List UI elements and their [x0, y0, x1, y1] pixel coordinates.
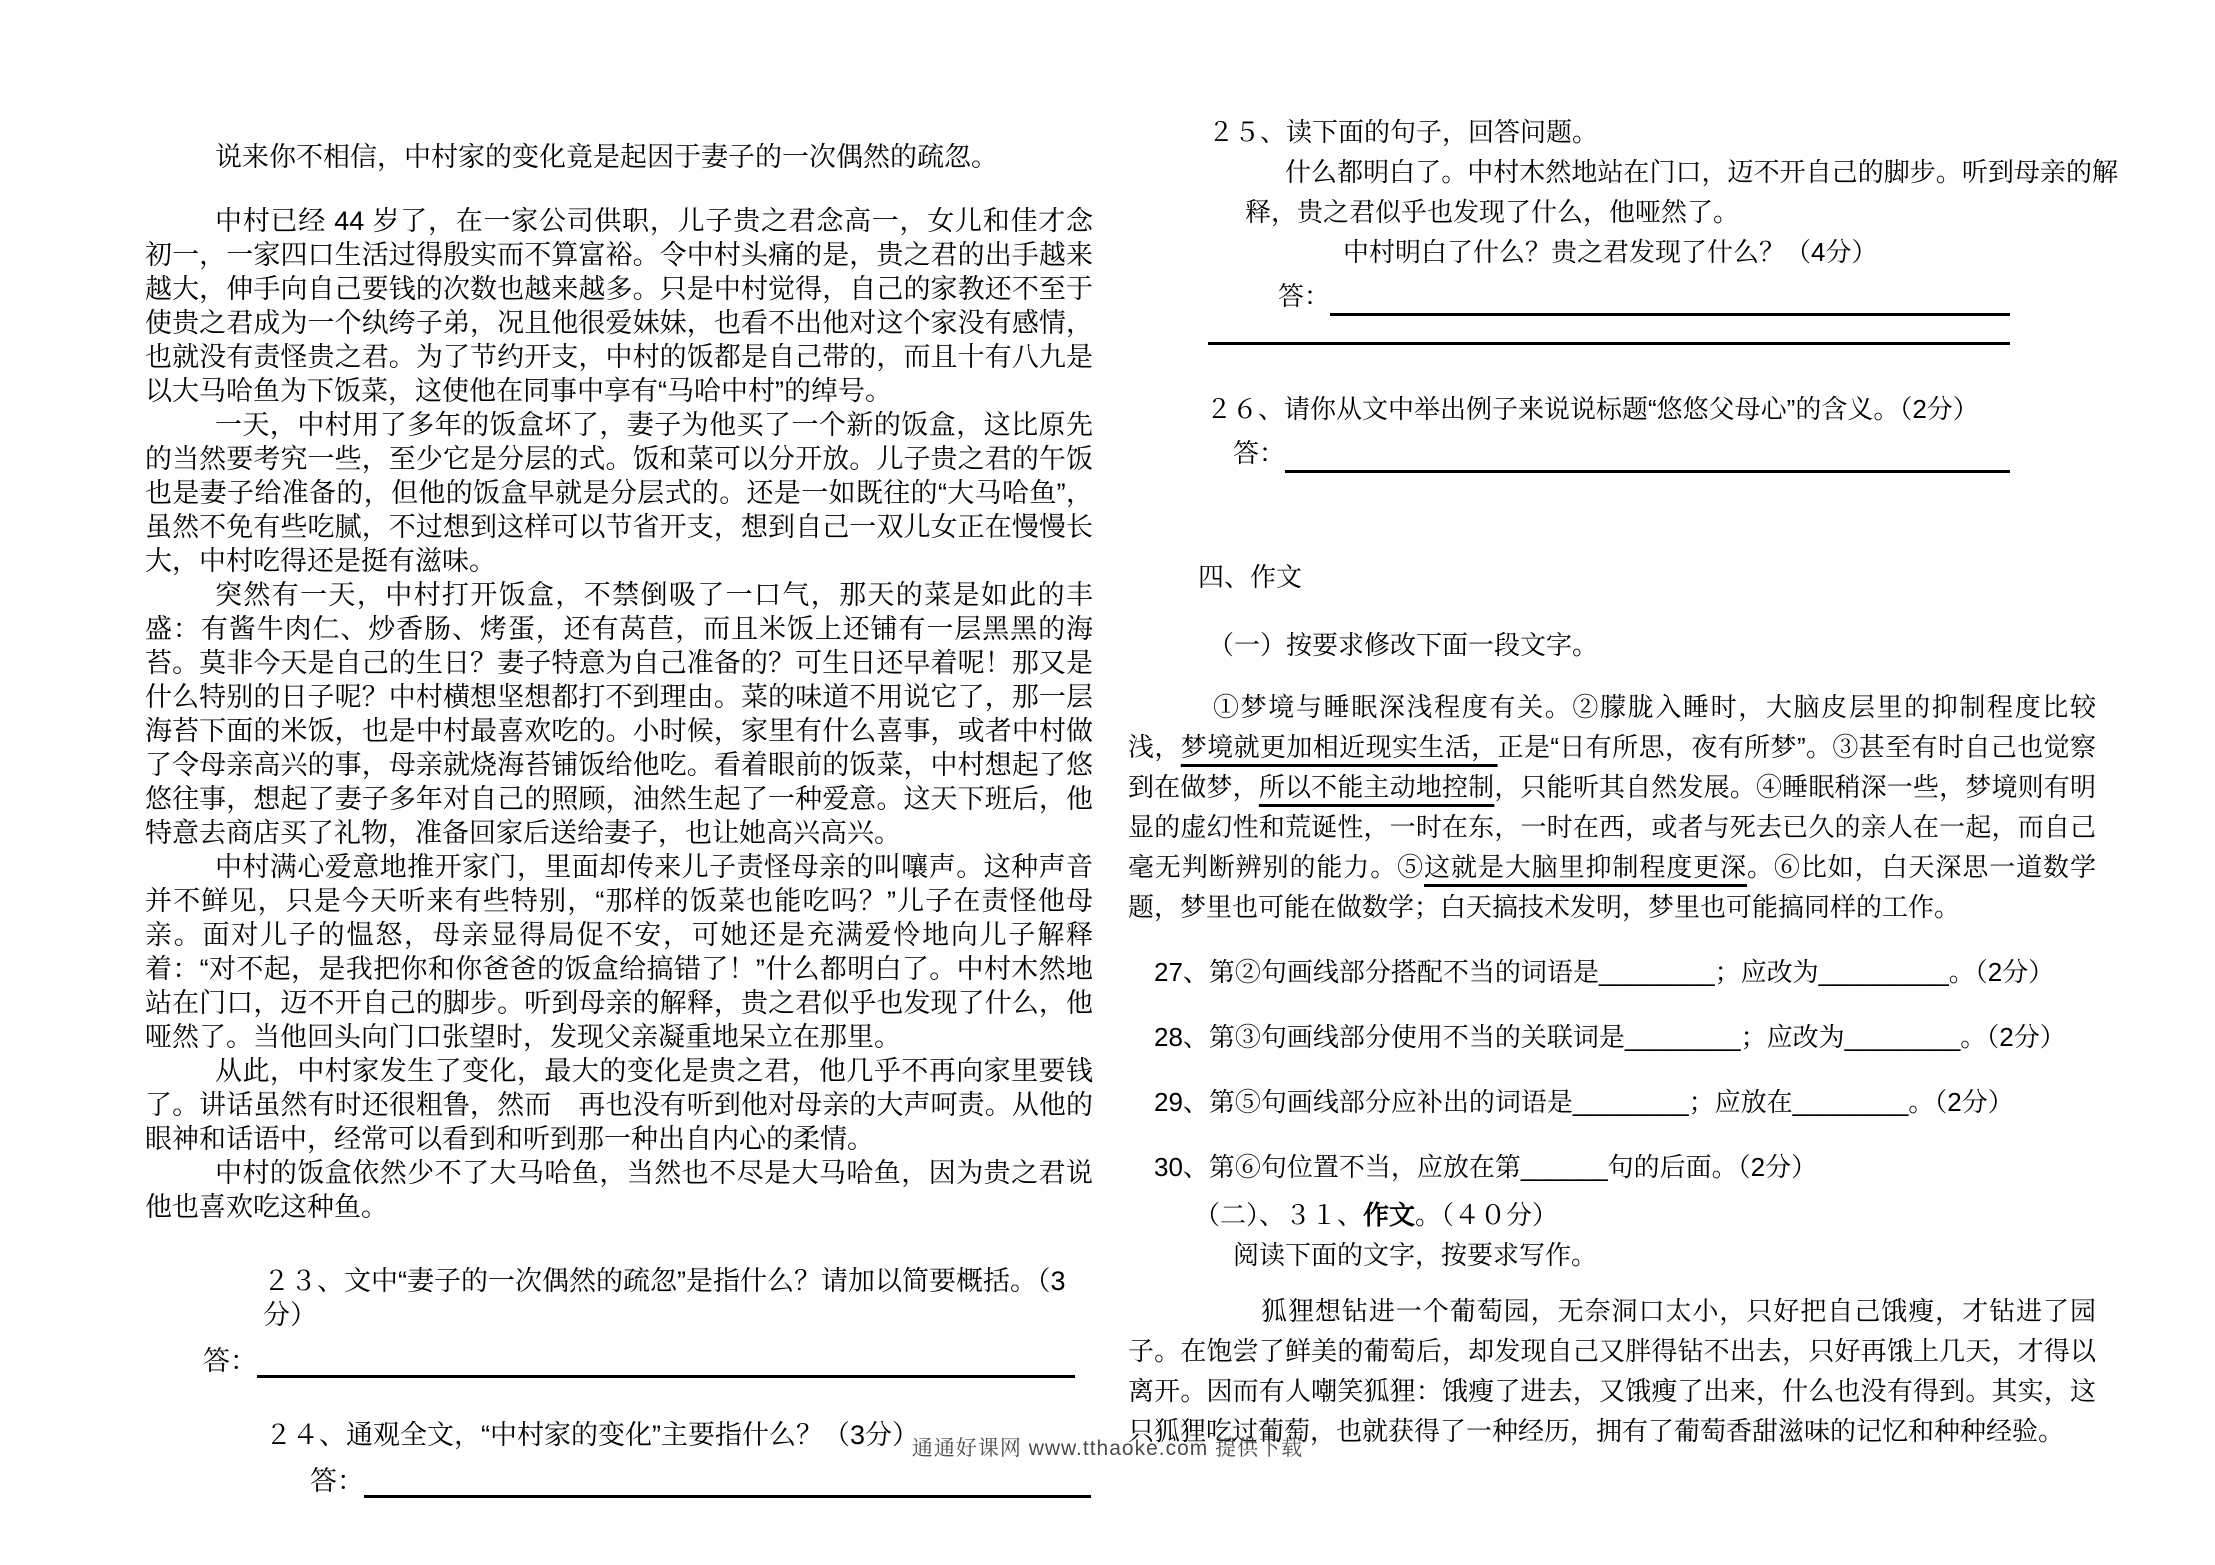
- right-column: [1128, 112, 2118, 1451]
- question-23-answer-row: [203, 1332, 1075, 1378]
- footer-watermark: 通通好课网 www.tthaoke.com 提供下载: [911, 1437, 1304, 1460]
- question-25-answer-row: [1278, 272, 2010, 316]
- answer-prefix: 答：: [203, 1346, 257, 1376]
- passage-paragraph-2: 中村已经 44 岁了，在一家公司供职，儿子贵之君念高一，女儿和佳才念初一，一家四口生活过得殷实而不算富裕。令中村头痛的是，贵之君的出手越来越大，伸手向自己要钱的次数也越来越多。只是中村觉得，自己的家教还不至于使贵之君成为一个纨绔子弟，况且他很爱妹妹，也看不出他对这个家没有感情，也就没有责怪贵之君。为了节约开支，中村的饭都是自己带的，而且十有八九是以大马哈鱼为下饭菜，这使他在同事中享有“马哈中村”的绰号。: [145, 206, 1093, 406]
- question-24-label: ２４、通观全文，“中村家的变化”主要指什么？（3分）: [265, 1420, 919, 1450]
- question-25-quote: 什么都明白了。中村木然地站在门口，迈不开自己的脚步。听到母亲的解释，贵之君似乎也发现了什么，他哑然了。: [1245, 157, 2118, 227]
- part-2-suffix: 。（４０分）: [1415, 1200, 1559, 1230]
- question-23-label: ２３、文中“妻子的一次偶然的疏忽”是指什么？请加以简要概括。（3分）: [263, 1266, 1066, 1330]
- passage-paragraph-7: 中村的饭盒依然少不了大马哈鱼，当然也不尽是大马哈鱼，因为贵之君说他也喜欢吃这种鱼。: [145, 1158, 1093, 1222]
- question-28: 28、第③句画线部分使用不当的关联词是________；应改为________。（2分）: [1154, 1022, 2066, 1052]
- left-column: [145, 140, 1093, 1498]
- passage-paragraph-5: 中村满心爱意地推开家门，里面却传来儿子责怪母亲的叫嚷声。这种声音并不鲜见，只是今天听来有些特别，“那样的饭菜也能吃吗？”儿子在责怪他母亲。面对儿子的愠怒，母亲显得局促不安，可她还是充满爱怜地向儿子解释着：“对不起，是我把你和你爸爸的饭盒给搞错了！”什么都明白了。中村木然地站在门口，迈不开自己的脚步。听到母亲的解释，贵之君似乎也发现了什么，他哑然了。当他回头向门口张望时，发现父亲凝重地呆立在那里。: [145, 852, 1093, 1052]
- answer-blank-line: [1285, 432, 2010, 473]
- passage-paragraph-3: 一天，中村用了多年的饭盒坏了，妻子为他买了一个新的饭盒，这比原先的当然要考究一些，至少它是分层的式。饭和菜可以分开放。儿子贵之君的午饭也是妻子给准备的，但他的饭盒早就是分层式的。还是一如既往的“大马哈鱼”，虽然不免有些吃腻，不过想到这样可以节省开支，想到自己一双儿女正在慢慢长大，中村吃得还是挺有滋味。: [145, 410, 1093, 576]
- question-30: 30、第⑥句位置不当，应放在第______句的后面。（2分）: [1154, 1152, 1818, 1182]
- answer-prefix: 答：: [1278, 281, 1331, 311]
- answer-blank-line: [1330, 275, 2010, 316]
- writing-instruction: 阅读下面的文字，按要求写作。: [1233, 1240, 1598, 1270]
- question-25-label: ２５、读下面的句子，回答问题。: [1208, 117, 1599, 147]
- question-26-answer-row: [1233, 429, 2010, 473]
- question-26-label: ２６、请你从文中举出例子来说说标题“悠悠父母心”的含义。（2分）: [1206, 394, 1979, 424]
- answer-blank-line: [364, 1457, 1091, 1498]
- question-25-sub-question: 中村明白了什么？贵之君发现了什么？（4分）: [1343, 237, 1878, 267]
- answer-prefix: 答：: [310, 1466, 364, 1496]
- answer-blank-line: [257, 1337, 1075, 1378]
- part-2-heading: [1194, 1195, 2118, 1235]
- passage-paragraph-4: 突然有一天，中村打开饭盒，不禁倒吸了一口气，那天的菜是如此的丰盛：有酱牛肉仁、炒香肠、烤蛋，还有莴苣，而且米饭上还铺有一层黑黑的海苔。莫非今天是自己的生日？妻子特意为自己准备的？可生日还早着呢！那又是什么特别的日子呢？中村横想坚想都打不到理由。菜的味道不用说它了，那一层海苔下面的米饭，也是中村最喜欢吃的。小时候，家里有什么喜事，或者中村做了令母亲高兴的事，母亲就烧海苔铺饭给他吃。看着眼前的饭菜，中村想起了悠悠往事，想起了妻子多年对自己的照顾，油然生起了一种爱意。这天下班后，他特意去商店买了礼物，准备回家后送给妻子，也让她高兴高兴。: [145, 580, 1093, 848]
- answer-blank-line-2: [1208, 342, 2010, 345]
- fox-passage: 狐狸想钻进一个葡萄园，无奈洞口太小，只好把自己饿瘦，才钻进了园子。在饱尝了鲜美的葡萄后，却发现自己又胖得钻不出去，只好再饿上几天，才得以离开。因而有人嘲笑狐狸：饿瘦了进去，又饿瘦了出来，什么也没有得到。其实，这只狐狸吃过葡萄，也就获得了一种经历，拥有了葡萄香甜滋味的记忆和种种经验。: [1128, 1296, 2096, 1446]
- section-4-title: 四、作文: [1198, 562, 1303, 592]
- part-2-essay-label: 作文: [1363, 1200, 1416, 1230]
- part-1-heading: （一）按要求修改下面一段文字。: [1208, 630, 1599, 660]
- part-2-prefix: （二）、３１、: [1194, 1200, 1364, 1230]
- question-27: 27、第②句画线部分搭配不当的词语是________；应改为_________。（2分）: [1154, 957, 2055, 987]
- question-29: 29、第⑤句画线部分应补出的词语是________；应放在________。（2分）: [1154, 1087, 2014, 1117]
- dream-passage: ①梦境与睡眠深浅程度有关。②朦胧入睡时，大脑皮层里的抑制程度比较浅，梦境就更加相近现实生活，正是“日有所思，夜有所梦”。③甚至有时自己也觉察到在做梦，所以不能主动地控制，只能听其自然发展。④睡眠稍深一些，梦境则有明显的虚幻性和荒诞性，一时在东，一时在西，或者与死去已久的亲人在一起，而自己毫无判断辨别的能力。⑤这就是大脑里抑制程度更深。⑥比如，白天深思一道数学题，梦里也可能在做数学；白天搞技术发明，梦里也可能搞同样的工作。: [1128, 692, 2096, 922]
- passage-paragraph-6: 从此，中村家发生了变化，最大的变化是贵之君，他几乎不再向家里要钱了。讲话虽然有时还很粗鲁，然而 再也没有听到他对母亲的大声呵责。从他的眼神和话语中，经常可以看到和听到那一种出自内心的柔情。: [145, 1056, 1093, 1154]
- passage-paragraph-1: 说来你不相信，中村家的变化竟是起因于妻子的一次偶然的疏忽。: [215, 142, 998, 172]
- answer-prefix: 答：: [1233, 438, 1286, 468]
